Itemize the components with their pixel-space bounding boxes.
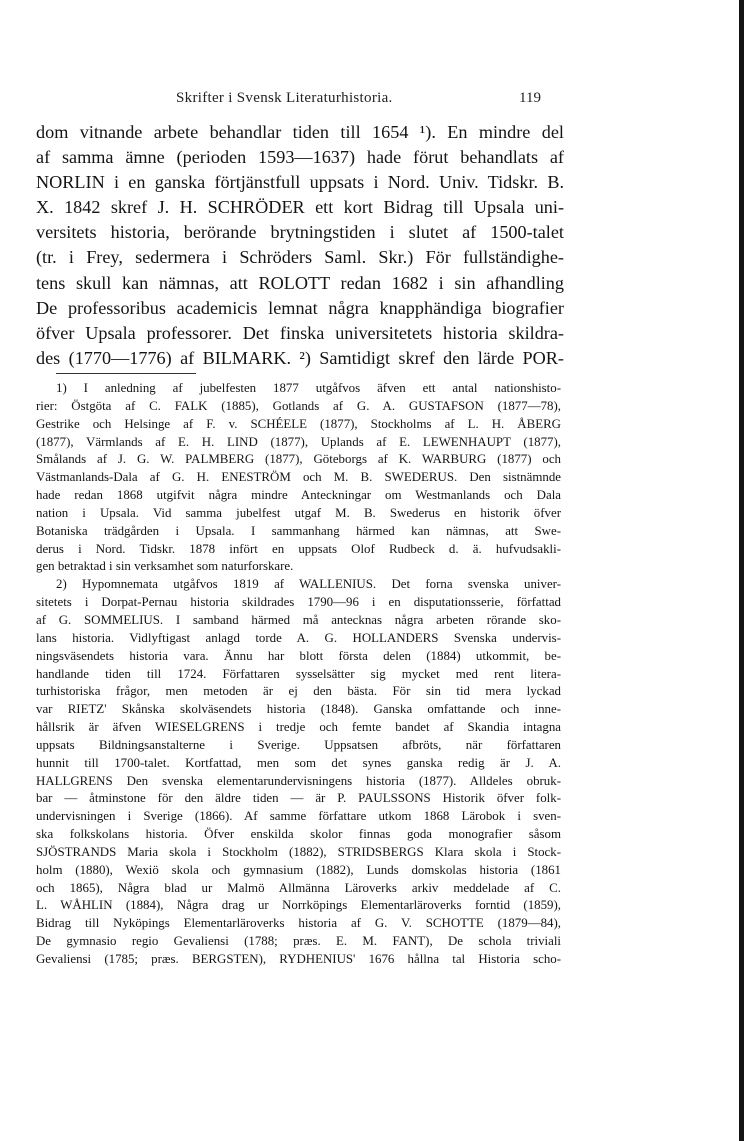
running-title: Skrifter i Svensk Literaturhistoria.: [176, 90, 393, 106]
footnote-line: Botaniska trädgården i Upsala. I sammanhang härmed kan nämnas, att Swe-: [36, 523, 561, 538]
footnote-line: HALLGRENS Den svenska elementarundervisningens historia (1877). Alldeles obruk-: [36, 773, 561, 788]
footnote-line: sitetets i Dorpat-Pernau historia skildrades 1790—96 i en disputationsserie, författad: [36, 595, 561, 610]
footnote-line: gen betraktad i sin verksamhet som naturforskare.: [36, 559, 294, 574]
running-head: [36, 88, 541, 112]
footnote-line: Smålands af J. G. W. PALMBERG (1877), Göteborgs af K. WARBURG (1877) och: [36, 452, 561, 467]
footnote-line: turhistoriska frågor, men metoden är ej den bästa. För sin tid mera lyckad: [36, 684, 561, 699]
scan-border: [739, 0, 744, 1141]
footnote-line: bar — åtminstone för den äldre tiden — är P. PAULSSONS Historik öfver folk-: [36, 791, 561, 806]
footnote-divider: [56, 373, 196, 374]
body-line: öfver Upsala professorer. Det finska universitetets historia skildra-: [36, 322, 564, 343]
page-number: 119: [519, 90, 541, 106]
footnote-line: Västmanlands-Dala af G. H. ENESTRÖM och M. B. SWEDERUS. Den sistnämnde: [36, 470, 561, 485]
footnote-line: var RIETZ' Skånska skolväsendets historia (1848). Ganska omfattande och inne-: [36, 702, 561, 717]
body-line: af samma ämne (perioden 1593—1637) hade förut behandlats af: [36, 147, 564, 168]
footnote-line: (1877), Värmlands af E. H. LIND (1877), Uplands af E. LEWENHAUPT (1877),: [36, 434, 561, 449]
footnote-line: L. WÅHLIN (1884), Några drag ur Norrköpings Elementarläroverks forntid (1859),: [36, 898, 561, 913]
body-line: des (1770—1776) af BILMARK. ²) Samtidigt skref den lärde POR-: [36, 347, 564, 368]
footnote-line: 1) I anledning af jubelfesten 1877 utgåfvos äfven ett antal nationshisto-: [56, 381, 561, 395]
footnotes: [36, 380, 561, 969]
body-line: X. 1842 skref J. H. SCHRÖDER ett kort Bidrag till Upsala uni-: [36, 197, 564, 218]
body-line: tens skull kan nämnas, att ROLOTT redan 1682 i sin afhandling: [36, 272, 564, 293]
footnote-line: Bidrag till Nyköpings Elementarläroverks historia af G. V. SCHOTTE (1879—84),: [36, 916, 561, 931]
footnote-line: ska folkskolans historia. Öfver enskilda skolor finnas goda monografier såsom: [36, 827, 561, 842]
footnote-line: och 1865), Några blad ur Malmö Allmänna Läroverks arkiv meddelade af C.: [36, 880, 561, 895]
footnote-line: ningsväsendets historia vara. Ännu har blott första delen (1884) utkommit, be-: [36, 648, 561, 663]
footnote-line: hunnit till 1700-talet. Kortfattad, men som det synes ganska redig är J. A.: [36, 755, 561, 770]
footnote-line: Gevaliensi (1785; præs. BERGSTEN), RYDHENIUS' 1676 hållna tal Historia scho-: [36, 952, 561, 966]
footnote-line: af G. SOMMELIUS. I samband härmed må antecknas några arbeten rörande sko-: [36, 612, 561, 627]
footnote-line: Gestrike och Helsinge af F. v. SCHÉELE (1877), Stockholms af L. H. ÅBERG: [36, 416, 561, 431]
body-line: NORLIN i en ganska förtjänstfull uppsats i Nord. Univ. Tidskr. B.: [36, 172, 564, 193]
footnote-line: De gymnasio regio Gevaliensi (1788; præs. E. M. FANT), De schola triviali: [36, 934, 561, 949]
body-line: versitets historia, berörande brytningstiden i slutet af 1500-talet: [36, 222, 564, 243]
footnote-line: handlande tiden till 1724. Författaren sysselsätter sig mycket med rent litera-: [36, 666, 561, 681]
footnote-line: holm (1880), Wexiö skola och gymnasium (1882), Lunds domskolas historia (1861: [36, 862, 561, 877]
footnote-line: derus i Nord. Tidskr. 1878 infört en uppsats Olof Rudbeck d. ä. hufvudsakli-: [36, 541, 561, 556]
footnote-line: hade redan 1868 utgifvit några mindre Anteckningar om Westmanlands och Dala: [36, 488, 561, 503]
footnote-line: rier: Östgöta af C. FALK (1885), Gotlands af G. A. GUSTAFSON (1877—78),: [36, 398, 561, 413]
body-line: dom vitnande arbete behandlar tiden till 1654 ¹). En mindre del: [36, 122, 564, 142]
body-text: [36, 120, 564, 371]
footnote-line: nation i Upsala. Vid samma jubelfest utgaf M. B. Swederus en historik öfver: [36, 505, 561, 520]
footnote-line: lans historia. Vidlyftigast anlagd torde A. G. HOLLANDERS Svenska undervis-: [36, 630, 561, 645]
body-line: (tr. i Frey, sedermera i Schröders Saml. Skr.) För fullständighe-: [36, 247, 564, 268]
footnote-line: hållsrik är äfven WIESELGRENS i tredje och femte bandet af Skandia intagna: [36, 720, 561, 735]
footnote-line: 2) Hypomnemata utgåfvos 1819 af WALLENIUS. Det forna svenska univer-: [56, 577, 561, 592]
footnote-line: SJÖSTRANDS Maria skola i Stockholm (1882), STRIDSBERGS Klara skola i Stock-: [36, 844, 561, 859]
footnote-line: uppsats Bildningsanstalterne i Sverige. Uppsatsen afbröts, när författaren: [36, 737, 561, 752]
footnote-line: undervisningen i Sverige (1866). Af samme författare utkom 1868 Lärobok i sven-: [36, 809, 561, 824]
body-line: De professoribus academicis lemnat några knapphändiga biografier: [36, 297, 564, 318]
